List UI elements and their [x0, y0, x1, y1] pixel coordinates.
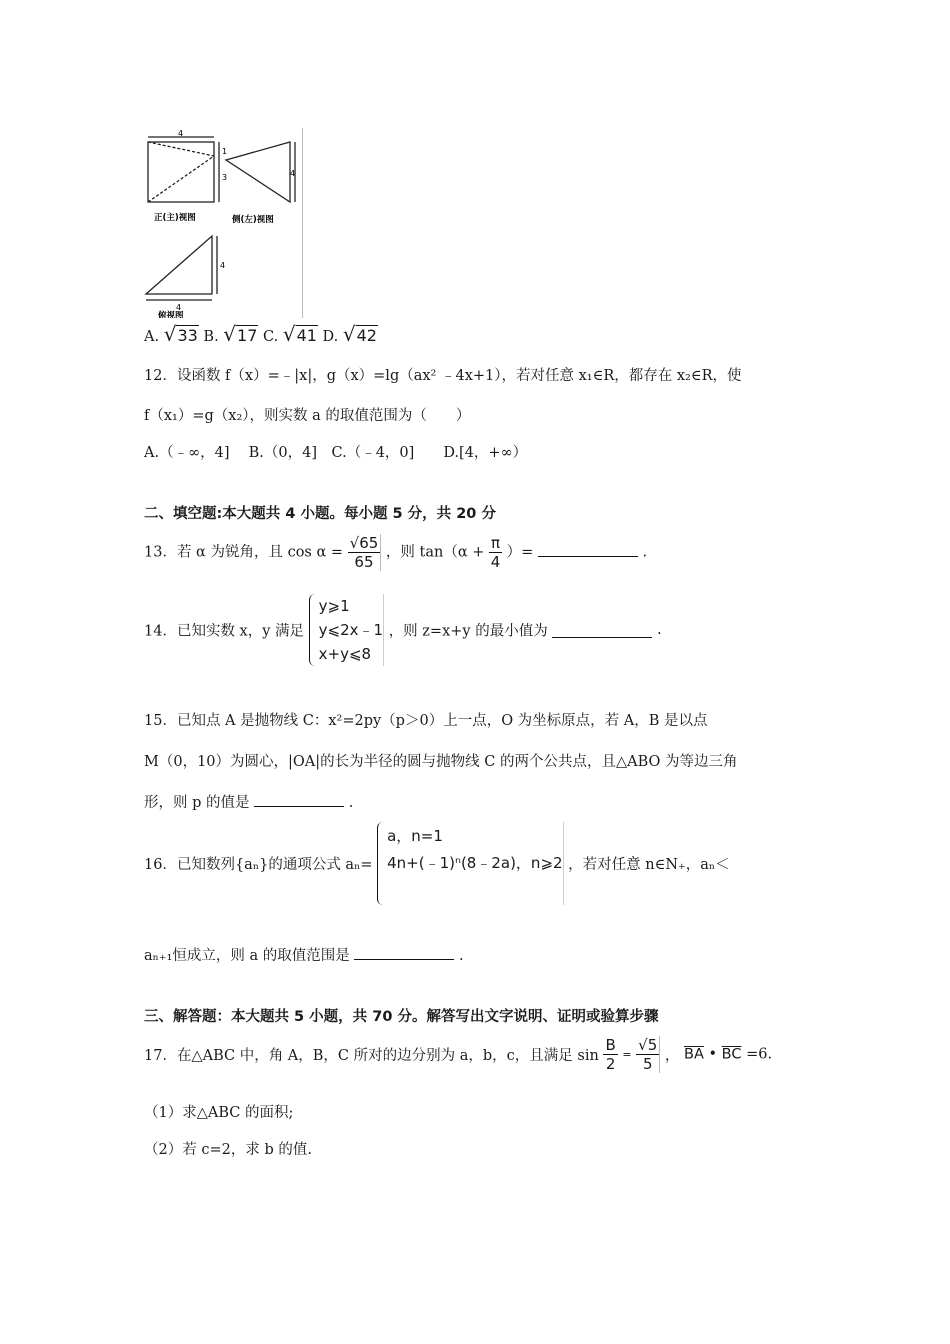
- q17-part2: （2）若 c=2，求 b 的值.: [144, 1142, 312, 1158]
- q16-case-1: a，n=1: [387, 827, 443, 845]
- q15-line2: M（0，10）为圆心，|OA|的长为半径的圆与抛物线 C 的两个公共点，且△ABO 为等边三角: [144, 754, 738, 770]
- option-a-radical: √33: [163, 322, 198, 346]
- q17-tail: =6.: [746, 1046, 773, 1063]
- option-a-label: A.: [144, 329, 160, 345]
- q15-line3-text: 形，则 p 的值是: [144, 795, 250, 811]
- option-d-radical: √42: [342, 322, 377, 346]
- q13-cos-fraction: $\frac{√65}{65}$: [348, 534, 382, 571]
- section3-heading: 三、解答题：本大题共 5 小题，共 70 分。解答写出文字说明、证明或验算步骤: [144, 1009, 659, 1025]
- q16-prefix: 16．已知数列{aₙ}的通项公式 aₙ=: [144, 857, 373, 873]
- q16-line2: [144, 944, 464, 965]
- q13-pi-fraction: $\frac{\pi}{4}$: [490, 534, 501, 571]
- q13-prefix: 13．若 α 为锐角，且 cos α =: [144, 544, 344, 561]
- side-view-label: 侧(左)视图: [232, 215, 274, 225]
- q13-suffix: ）=: [506, 544, 534, 561]
- q17-comma: ，: [664, 1048, 680, 1064]
- option-b-label: B.: [203, 329, 219, 345]
- q17-equals: =: [622, 1048, 632, 1061]
- q14-constraint-system: [309, 594, 384, 666]
- three-view-figure: [140, 128, 303, 318]
- q12-line2: f（x₁）=g（x₂），则实数 a 的取值范围为（ ）: [144, 408, 471, 424]
- vector-bc: $\overline{BC}$: [721, 1046, 742, 1063]
- dim-front-width: 4: [178, 129, 184, 138]
- q14: [144, 594, 662, 666]
- q17: [144, 1036, 772, 1073]
- q17-prefix: 17．在△ABC 中，角 A，B，C 所对的边分别为 a，b，c，且满足 sin: [144, 1048, 599, 1064]
- q14-answer-blank[interactable]: [552, 623, 652, 638]
- q16-end: .: [458, 948, 464, 964]
- q14-constraint-1: y⩾1: [318, 597, 350, 615]
- q17-part1: （1）求△ABC 的面积;: [144, 1105, 294, 1121]
- q14-suffix: ，则 z=x+y 的最小值为: [388, 623, 548, 640]
- vector-ba: $\overline{BA}$: [684, 1046, 704, 1063]
- top-view-label: 俯视图: [158, 311, 184, 318]
- option-c-label: C.: [263, 329, 279, 345]
- dim-top-width: 4: [176, 303, 182, 312]
- dim-front-bottom: 3: [222, 173, 228, 182]
- q12-line1: 12．设函数 f（x）=﹣|x|，g（x）=lg（ax² ﹣4x+1），若对任意 x₁∈R，都存在 x₂∈R，使: [144, 368, 742, 384]
- dim-side-height: 4: [290, 169, 296, 178]
- q14-end: .: [656, 622, 662, 638]
- q16: [144, 822, 730, 905]
- q13-middle: ，则 tan（α +: [385, 544, 485, 561]
- q12-options: A.（﹣∞，4] B.（0，4] C.（﹣4，0] D.[4，+∞）: [144, 445, 528, 461]
- q17-sqrt5-fraction: $\frac{√5}{5}$: [636, 1036, 660, 1073]
- q16-case-2: 4n+(﹣1)ⁿ(8﹣2a)，n⩾2: [387, 854, 563, 872]
- three-view-drawing: [140, 128, 302, 318]
- q11-options: [144, 322, 378, 346]
- q14-prefix: 14．已知实数 x，y 满足: [144, 623, 305, 640]
- q14-constraint-3: x+y⩽8: [318, 645, 372, 663]
- q13: [144, 534, 647, 571]
- option-b-radical: √17: [223, 322, 258, 346]
- section2-heading: 二、填空题:本大题共 4 小题。每小题 5 分，共 20 分: [144, 506, 496, 522]
- q15-end: .: [348, 795, 354, 811]
- q17-dot: •: [708, 1046, 718, 1063]
- q16-piecewise: [377, 822, 563, 905]
- q15-answer-blank[interactable]: [254, 792, 344, 807]
- q16-answer-blank[interactable]: [354, 945, 454, 960]
- q16-suffix: ，若对任意 n∈N₊，aₙ＜: [568, 857, 730, 873]
- dim-front-top: 1: [222, 147, 228, 156]
- dim-top-height: 4: [220, 261, 226, 270]
- front-view-label: 正(主)视图: [154, 213, 196, 223]
- q13-end: .: [642, 544, 648, 561]
- q14-constraint-2: y⩽2x﹣1: [318, 621, 384, 639]
- q17-half-angle-fraction: $\frac{B}{2}$: [605, 1036, 616, 1073]
- option-c-radical: √41: [282, 322, 317, 346]
- q13-answer-blank[interactable]: [538, 542, 638, 557]
- q15-line3: [144, 791, 353, 812]
- option-d-label: D.: [322, 329, 339, 345]
- q16-line2-text: aₙ₊₁恒成立，则 a 的取值范围是: [144, 948, 350, 964]
- q15-line1: 15．已知点 A 是抛物线 C：x²=2py（p＞0）上一点，O 为坐标原点，若 A，B 是以点: [144, 713, 708, 729]
